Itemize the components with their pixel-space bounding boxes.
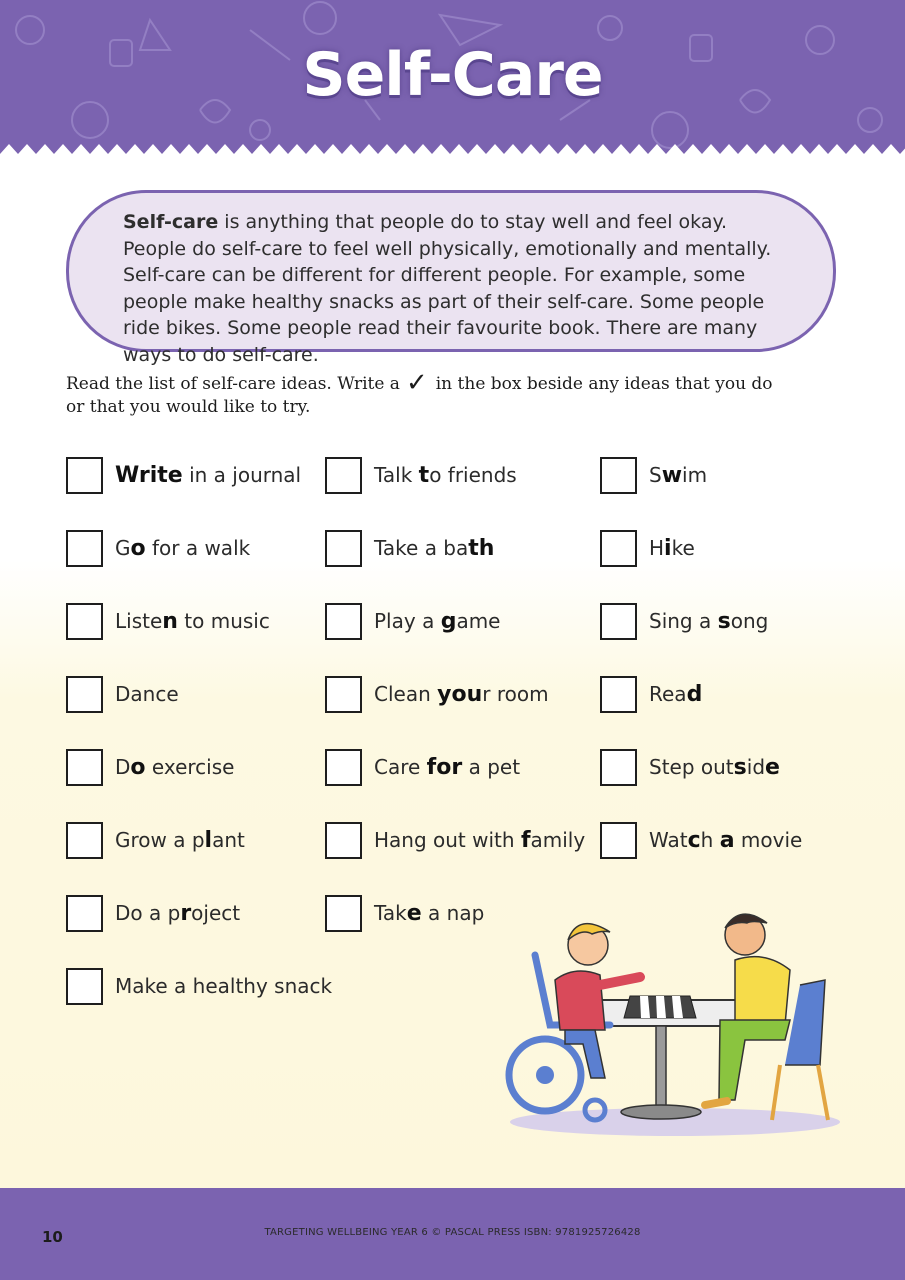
- checklist-item: [325, 821, 585, 859]
- label-text: ong: [730, 608, 769, 633]
- checklist-item: [600, 529, 695, 567]
- definition-box: [66, 190, 836, 366]
- label-text: Liste: [115, 608, 163, 633]
- bold-letter: i: [664, 535, 672, 561]
- checklist-item-label: [115, 755, 234, 780]
- checklist-item: [66, 894, 240, 932]
- checklist-item: [66, 748, 234, 786]
- checklist-item: [600, 821, 802, 859]
- label-text: im: [682, 462, 708, 487]
- label-text: ke: [671, 535, 695, 560]
- checklist-item-label: [115, 536, 250, 561]
- footer-credit: TARGETING WELLBEING YEAR 6 © PASCAL PRESS ISBN: 9781925726428: [264, 1227, 641, 1238]
- label-text: amily: [530, 827, 586, 852]
- label-text: oject: [191, 900, 241, 925]
- bold-letter: r: [180, 900, 192, 926]
- checkbox[interactable]: [325, 457, 362, 494]
- bold-letter: s: [733, 754, 747, 780]
- checkbox[interactable]: [325, 603, 362, 640]
- label-text: Dance: [115, 682, 179, 706]
- checklist-item-label: [374, 536, 494, 561]
- label-text: in a journal: [182, 462, 302, 487]
- bold-letter: e: [765, 754, 780, 780]
- checklist-item-label: [115, 828, 245, 853]
- checkbox[interactable]: [325, 749, 362, 786]
- bold-letter: c: [687, 827, 701, 853]
- checkbox[interactable]: [66, 457, 103, 494]
- checklist-item: [600, 675, 702, 713]
- checkbox[interactable]: [66, 749, 103, 786]
- label-text: h: [700, 827, 720, 852]
- checklist-item: [66, 967, 332, 1005]
- definition-term: Self-care: [123, 211, 219, 233]
- checklist-item-label: [649, 536, 695, 561]
- checklist-item-label: [374, 828, 585, 853]
- bold-letter: s: [717, 608, 731, 634]
- label-text: ant: [212, 827, 245, 852]
- label-text: Grow a p: [115, 827, 205, 852]
- bold-letter: n: [162, 608, 178, 634]
- checklist-item: [66, 456, 301, 494]
- label-text: to music: [177, 608, 270, 633]
- label-text: for a walk: [145, 535, 251, 560]
- label-text: Sing a: [649, 608, 718, 633]
- checkbox[interactable]: [66, 822, 103, 859]
- label-text: movie: [734, 827, 803, 852]
- label-text: Clean: [374, 681, 438, 706]
- page-number: 10: [42, 1228, 63, 1246]
- bold-letter: e: [406, 900, 422, 926]
- label-text: Wat: [649, 827, 688, 852]
- checkbox[interactable]: [600, 530, 637, 567]
- checklist-item: [325, 894, 484, 932]
- checkbox[interactable]: [325, 676, 362, 713]
- checklist-item: [325, 675, 549, 713]
- checklist-item-label: [115, 901, 240, 926]
- definition-text: is anything that people do to stay well and feel okay. People do self-care to feel well physically, emotionally and mentally. Self-care can be different for different people. For example, some people make healthy snacks as part of their self-care. Some people ride bikes. Some people read their favourite book. There are many ways to do self-care.: [123, 211, 772, 366]
- zigzag-edge: [0, 140, 905, 165]
- checklist-item: [66, 529, 250, 567]
- label-text: Play a: [374, 608, 441, 633]
- checklist-item: [325, 456, 517, 494]
- label-text: Step out: [649, 754, 734, 779]
- checkbox[interactable]: [66, 603, 103, 640]
- checklist-item: [600, 602, 768, 640]
- checkbox[interactable]: [66, 968, 103, 1005]
- checkbox[interactable]: [600, 822, 637, 859]
- checklist-item-label: [374, 901, 484, 926]
- label-text: Hang out with: [374, 827, 521, 852]
- label-text: Care: [374, 754, 427, 779]
- label-text: Do a p: [115, 900, 181, 925]
- checkbox[interactable]: [600, 603, 637, 640]
- checkbox[interactable]: [66, 895, 103, 932]
- checkbox[interactable]: [600, 749, 637, 786]
- bold-letter: o: [130, 535, 146, 561]
- bold-letter: you: [437, 681, 483, 707]
- checklist-item-label: [649, 609, 768, 634]
- checkbox[interactable]: [325, 822, 362, 859]
- checklist-item-label: [115, 682, 179, 706]
- label-text: Make a healthy snack: [115, 974, 333, 998]
- checklist-item-label: [374, 682, 549, 707]
- checklist-item-label: [649, 828, 802, 853]
- checklist-item-label: [115, 609, 270, 634]
- label-text: H: [649, 535, 665, 560]
- checklist-item: [66, 821, 245, 859]
- label-text: Talk: [374, 462, 419, 487]
- instructions-after: in the box beside any ideas that you do or that you would like to try.: [66, 374, 773, 417]
- instructions-before: Read the list of self-care ideas. Write a: [66, 374, 400, 394]
- checkbox[interactable]: [325, 895, 362, 932]
- bold-letter: Write: [115, 462, 183, 488]
- instructions: [66, 368, 786, 419]
- checklist-item-label: [649, 755, 780, 780]
- label-text: r room: [482, 681, 549, 706]
- friends-playing-chess-illustration: [500, 900, 845, 1140]
- label-text: D: [115, 754, 131, 779]
- label-text: G: [115, 535, 131, 560]
- checklist-item-label: [374, 755, 520, 780]
- checkbox[interactable]: [66, 676, 103, 713]
- bold-letter: a: [719, 827, 735, 853]
- label-text: Rea: [649, 681, 687, 706]
- label-text: S: [649, 462, 662, 487]
- bold-letter: d: [686, 681, 703, 707]
- checkbox[interactable]: [325, 530, 362, 567]
- checklist-item: [66, 675, 179, 713]
- checkbox[interactable]: [600, 676, 637, 713]
- checkbox[interactable]: [600, 457, 637, 494]
- checklist-item-label: [649, 463, 707, 488]
- checklist-item: [600, 748, 780, 786]
- checklist-item: [325, 529, 494, 567]
- label-text: Tak: [374, 900, 407, 925]
- checklist-item: [325, 748, 520, 786]
- check-mark-icon: ✓: [405, 368, 428, 398]
- checklist-item: [66, 602, 270, 640]
- checklist-item-label: [374, 609, 500, 634]
- checklist-item: [600, 456, 707, 494]
- label-text: a pet: [462, 754, 521, 779]
- checklist-item-label: [115, 974, 332, 998]
- checkbox[interactable]: [66, 530, 103, 567]
- checklist-item-label: [649, 682, 702, 707]
- checklist-item: [325, 602, 500, 640]
- checklist-item-label: [374, 463, 517, 488]
- bold-letter: th: [468, 535, 495, 561]
- bold-letter: l: [204, 827, 213, 853]
- checklist-item-label: [115, 463, 301, 488]
- bold-letter: t: [418, 462, 430, 488]
- label-text: Take a ba: [374, 535, 469, 560]
- label-text: exercise: [145, 754, 235, 779]
- bold-letter: f: [520, 827, 531, 853]
- label-text: o friends: [429, 462, 517, 487]
- label-text: a nap: [421, 900, 485, 925]
- label-text: id: [746, 754, 766, 779]
- page-title: Self-Care: [302, 40, 603, 110]
- bold-letter: w: [661, 462, 683, 488]
- bold-letter: o: [130, 754, 146, 780]
- label-text: ame: [456, 608, 501, 633]
- bold-letter: g: [440, 608, 457, 634]
- header-banner: [0, 0, 905, 165]
- bold-letter: for: [426, 754, 463, 780]
